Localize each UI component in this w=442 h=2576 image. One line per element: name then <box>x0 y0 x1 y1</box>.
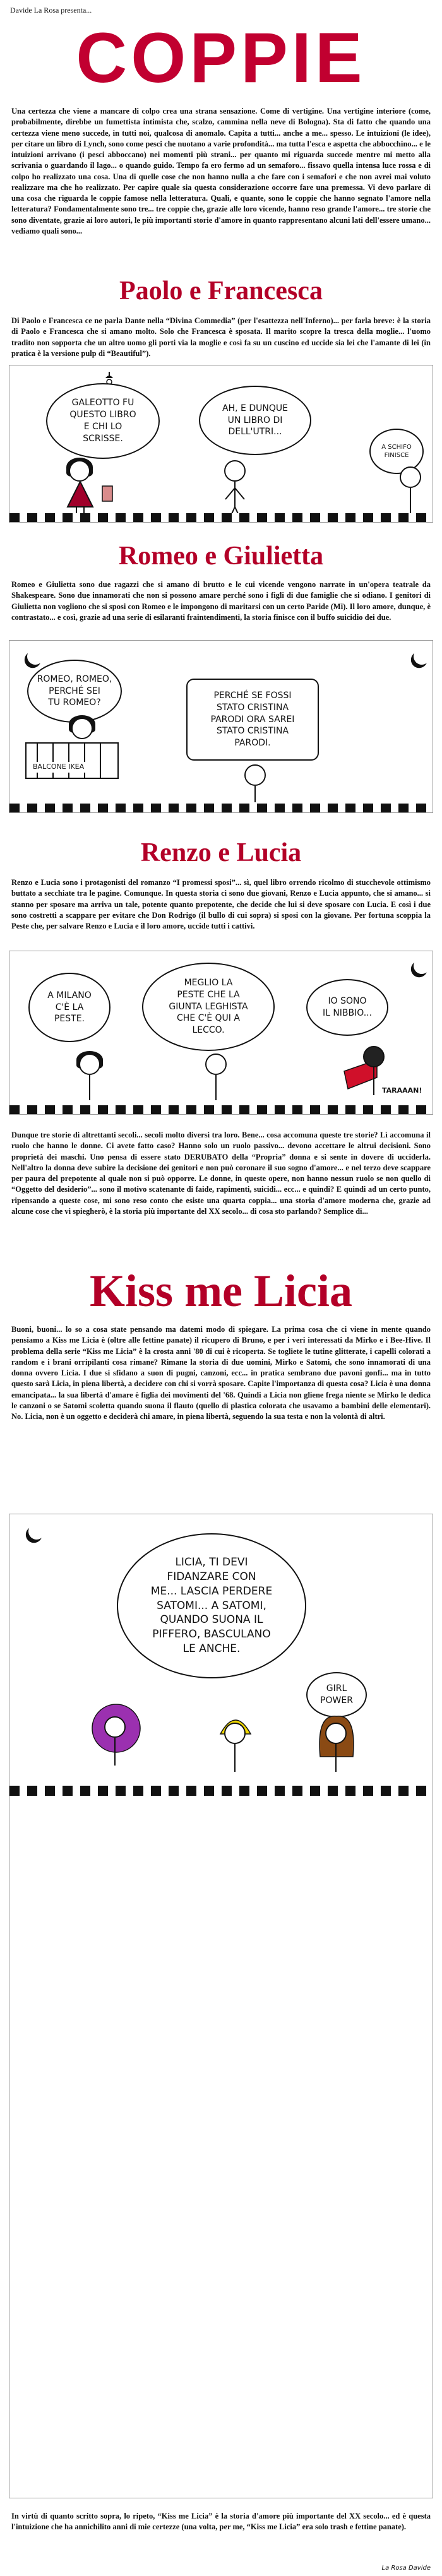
speech-bubble-paolo <box>199 386 311 455</box>
bubble-line: IL NIBBIO... <box>322 1008 373 1018</box>
section-heading-paolo: Paolo e Francesca <box>119 276 323 306</box>
bubble-line: PESTE. <box>54 1014 85 1024</box>
bubble-line: E CHI LO <box>83 422 122 432</box>
renzo-text: Renzo e Lucia sono i protagonisti del romanzo “I promessi sposi”... sì, quel libro orrendo ricolmo di stucchevole ottimismo buttato a secchiate tra le pagine. Comunque. In questa storia ci sono due giovani, Renzo e Lucia appunto, che si amano... si stanno per sposare ma arriva un tale, potente quanto prepotente, che decide che lui si deve sposare con Lucia. E così i due sono costretti a scappare per evitare che Don Rodrigo (il bullo di cui sopra) si sposi con la giovane. Per fortuna scoppia la Peste che, per salvare Renzo e Lucia e il loro amore, uccide tutti i cattivi. <box>11 878 431 930</box>
speech-bubble-giulietta <box>27 660 122 723</box>
floor-pattern <box>9 1786 433 1796</box>
bubble-line: QUANDO SUONA IL <box>160 1613 263 1627</box>
section-heading-romeo: Romeo e Giulietta <box>118 542 324 571</box>
figure-head <box>400 466 421 488</box>
speech-bubble-mirko <box>117 1533 306 1678</box>
reflection-text: Dunque tre storie di altrettanti secoli... secoli molto diversi tra loro. Bene... cosa accomuna queste tre storie? Lì accomuna il ruolo che hanno le donne. Ci avete fatto caso? Hanno solo un ruolo passivo... devono accettare le altrui decisioni. Sono proprietà dei maschi. Uno pensa di essere stato DERUBATO della “Propria” donna e si sente in dovere di ucciderla. Nell'altro la donna deve subire la decisione dei genitori e non può coronare il suo sogno d'amore... e nel terzo deve scappare per paura del prepotente al quale non si può opporre. Le donne, in queste opere, non hanno nessun ruolo se non quello di “Oggetto del desiderio”... sono il motivo scatenante di faide, rapimenti, suicidi... ecc... e quindi? E quindi ad un certo punto, ripensando a queste cose, mi sono reso conto che esiste una quarta coppia... una storia d'amore moderna che, grazie ad alcune cose che vi spiegherò, è la storia più importante del XX secolo... di cosa sto parlando? Semplice di... <box>11 1131 431 1216</box>
bubble-line: LECCO. <box>192 1025 225 1036</box>
bubble-line: UN LIBRO DI <box>227 415 283 425</box>
bubble-line: LICIA, TI DEVI <box>175 1555 248 1569</box>
bubble-line: ROMEO, ROMEO, <box>37 674 112 684</box>
side-note-text: A SCHIFO FINISCE <box>381 443 412 459</box>
speech-bubble-licia <box>306 1672 367 1718</box>
presents-line: Davide La Rosa presenta... <box>10 6 92 15</box>
bubble-line: PIFFERO, BASCULANO <box>152 1628 271 1641</box>
balcony-label: BALCONE IKEA <box>31 762 86 773</box>
section-heading-renzo: Renzo e Lucia <box>140 838 302 867</box>
speech-bubble-nibbio <box>306 979 388 1036</box>
figure-head <box>244 764 266 786</box>
figure-body <box>114 1738 116 1766</box>
bubble-line: DELL'UTRI... <box>228 427 282 437</box>
bubble-line: MEGLIO LA <box>184 977 233 988</box>
author-signature: La Rosa Davide <box>381 2564 431 2572</box>
floor-pattern <box>9 804 433 813</box>
figure-head <box>71 718 93 739</box>
bubble-line: ME... LASCIA PERDERE <box>150 1584 273 1598</box>
bubble-line: SCRISSE. <box>83 433 123 444</box>
speech-bubble-lucia <box>28 973 110 1042</box>
bubble-line: PESTE CHE LA <box>177 989 240 1000</box>
figure-body <box>254 786 256 802</box>
floor-pattern <box>9 1105 433 1115</box>
bubble-line: GALEOTTO FU <box>71 398 134 408</box>
bubble-line: QUESTO LIBRO <box>69 410 136 420</box>
figure-body <box>335 1744 337 1772</box>
bubble-line: FIDANZARE CON <box>167 1570 256 1583</box>
bubble-line: IO SONO <box>328 996 367 1007</box>
bubble-line: PERCHÉ SE FOSSI <box>213 690 292 701</box>
bubble-line: STATO CRISTINA <box>216 702 289 713</box>
bubble-line: PARODI. <box>234 738 271 749</box>
bubble-line: SATOMI... A SATOMI, <box>157 1599 266 1612</box>
comic-strip-romeo <box>9 640 433 813</box>
bubble-line: AH, E DUNQUE <box>222 403 288 413</box>
figure-body <box>410 488 411 513</box>
figure-head <box>224 1723 246 1744</box>
closing-text: In virtù di quanto scritto sopra, lo ripeto, “Kiss me Licia” è la storia d'amore più importante del XX secolo... ed è questa l'intuizione che ha annichilito anni di mie certezze (una volta, per me, “Kiss me Licia” era solo trash e fettine panate). <box>11 2511 431 2533</box>
bubble-line: C'È LA <box>55 1002 84 1012</box>
floor-pattern <box>9 513 433 523</box>
romeo-text: Romeo e Giulietta sono due ragazzi che si amano di brutto e le cui vicende vengono narrate in un'opera teatrale da Shakespeare. Sono due innamorati che non si possono amare perché sono i figli di due famiglie che si odiano. I genitori di Giulietta non vogliono che si sposi con Romeo e le impongono di maritarsi con un certo Paride (Mi). Il loro amore, dunque, è contrastato... e così, grazie ad una serie di esilaranti fraintendimenti, la storia finisce con il buffo suicidio dei due. <box>11 580 431 622</box>
figure-body <box>215 1075 217 1100</box>
bubble-line: CHE C'È QUI A <box>177 1013 240 1024</box>
bubble-line: LE ANCHE. <box>182 1642 241 1656</box>
figure-head <box>104 1716 126 1738</box>
comic-strip-kiss <box>9 1514 433 2498</box>
figure-body <box>234 1744 236 1772</box>
speech-bubble-romeo <box>186 679 319 761</box>
paolo-text: Di Paolo e Francesca ce ne parla Dante nella “Divina Commedia” (per l'esattezza nell'Inferno)... per farla breve: è la storia di Paolo e Francesca che si amano molto. Solo che Francesca è sposata. Il marito scopre la tresca della moglie... l'uomo tradito non sopporta che un altro uomo gli porti via la moglie e così fa su un cuscino ed uccide sia lei che l'amante di lei (in pratica è la versione pulp di “Beautiful”). <box>11 316 431 358</box>
bubble-line: POWER <box>320 1695 353 1706</box>
masked-head <box>363 1046 385 1067</box>
comic-strip-renzo <box>9 951 433 1115</box>
speech-bubble-francesca <box>46 383 160 459</box>
kiss-text: Buoni, buoni... lo so a cosa state pensando ma datemi modo di spiegare. La prima cosa che ci viene in mente quando pensiamo a Kiss me Licia è (oltre alle fettine panate) il ricupero di Bruno, e per i veri interessati da Mirko e i Bee-Hive. Il problema della serie “Kiss me Licia” è la crosta anni '80 di cui è ricoperta. Se togliete le tutine glitterate, i capelli colorati a random e i brani orripilanti cosa rimane? Rimane la storia di due uomini, Mirko e Satomi, che sono innamorati di una donna ovvero Licia. I due si sfidano a suon di pugni, canzoni, ecc... in pratica sembrano due pavoni gonfi... ma in tutto questo sarà Licia, in piena libertà, a decidere con chi si vorrà sposare. Capite l'importanza di questa cosa? Licia è una donna emancipata... la sua libertà d'amare è figlia dei movimenti del '68. Quindi a Licia non gliene frega niente se Mirko le dedica le canzoni o se Satomi scoletta quando suona il flauto (quello di plastica colorata che usavamo a bambini delle elementari). No. Licia, non è un oggetto e deciderà chi amare, in piena libertà, seguendo la sua testa e non la volontà di altri. <box>11 1325 431 1421</box>
bubble-line: STATO CRISTINA <box>216 726 289 737</box>
figure-head <box>224 460 246 482</box>
sound-effect: TARAAAN! <box>382 1086 422 1095</box>
bubble-line: A MILANO <box>47 990 92 1000</box>
section-heading-kiss: Kiss me Licia <box>90 1266 352 1316</box>
balcony-shape <box>25 742 119 780</box>
bubble-line: TU ROMEO? <box>48 697 101 708</box>
speech-bubble-renzo <box>142 963 275 1051</box>
bubble-line: GIUNTA LEGHISTA <box>169 1001 248 1012</box>
figure-head <box>79 1054 100 1075</box>
intro-text: Una certezza che viene a mancare di colpo crea una strana sensazione. Come di vertigine. Una vertigine interiore (come, probabilmente, direbbe un fumettista intimista che, scalzo, cammina nella neve di Bologna). Sta di fatto che quando una certezza viene meno succede, in tutti noi, qualcosa di anomalo. Capita a tutti... anche a me... spesso. Le intuizioni (le idee), per citare un libro di Lynch, sono come pesci che nuotano a varie profondità... ma tutta l'esca e aspetta che abbocchino... e le intuizioni arrivano (i pesci abboccano) nei momenti più strani... per quanto mi riguarda succede mentre mi metto alla scrivania o guardando il lago... o quando guido. Tempo fa ero fermo ad un semaforo... fissavo quella intensa luce rossa e di colpo ho realizzato una cosa. Una di quelle cose che non hanno nulla a che fare con i semafori e che non avrei mai voluto realizzare ma che ho realizzato. Per capire quale sia questa considerazione occorre fare una premessa. Vi devo parlare di una cosa che riguarda le coppie famose nella letteratura. Quali, e quante, sono le coppie che hanno segnato l'amore nella letteratura? Fondamentalmente sono tre... tre coppie che, grazie alle loro vicende, hanno reso grande l'amore... tre storie che sono diventate, grazie ai loro autori, le più importanti storie d'amore in quanto rappresentano alcuni lati dell'essere umano... vediamo quali sono... <box>11 107 431 235</box>
moon-icon <box>411 646 433 668</box>
book-icon <box>102 485 113 502</box>
moon-icon <box>411 955 433 977</box>
figure-head <box>325 1723 347 1744</box>
figure-body <box>89 1075 90 1100</box>
figure-head <box>69 460 90 482</box>
bubble-line: GIRL <box>326 1683 347 1694</box>
figure-body <box>373 1067 374 1095</box>
comic-strip-paolo <box>9 365 433 523</box>
moon-icon <box>25 646 47 668</box>
comic-title: COPPIE <box>76 18 366 97</box>
bubble-line: PERCHÉ SEI <box>49 686 100 696</box>
moon-icon <box>26 1521 48 1543</box>
bubble-line: PARODI ORA SAREI <box>210 714 295 725</box>
figure-head <box>205 1054 227 1075</box>
